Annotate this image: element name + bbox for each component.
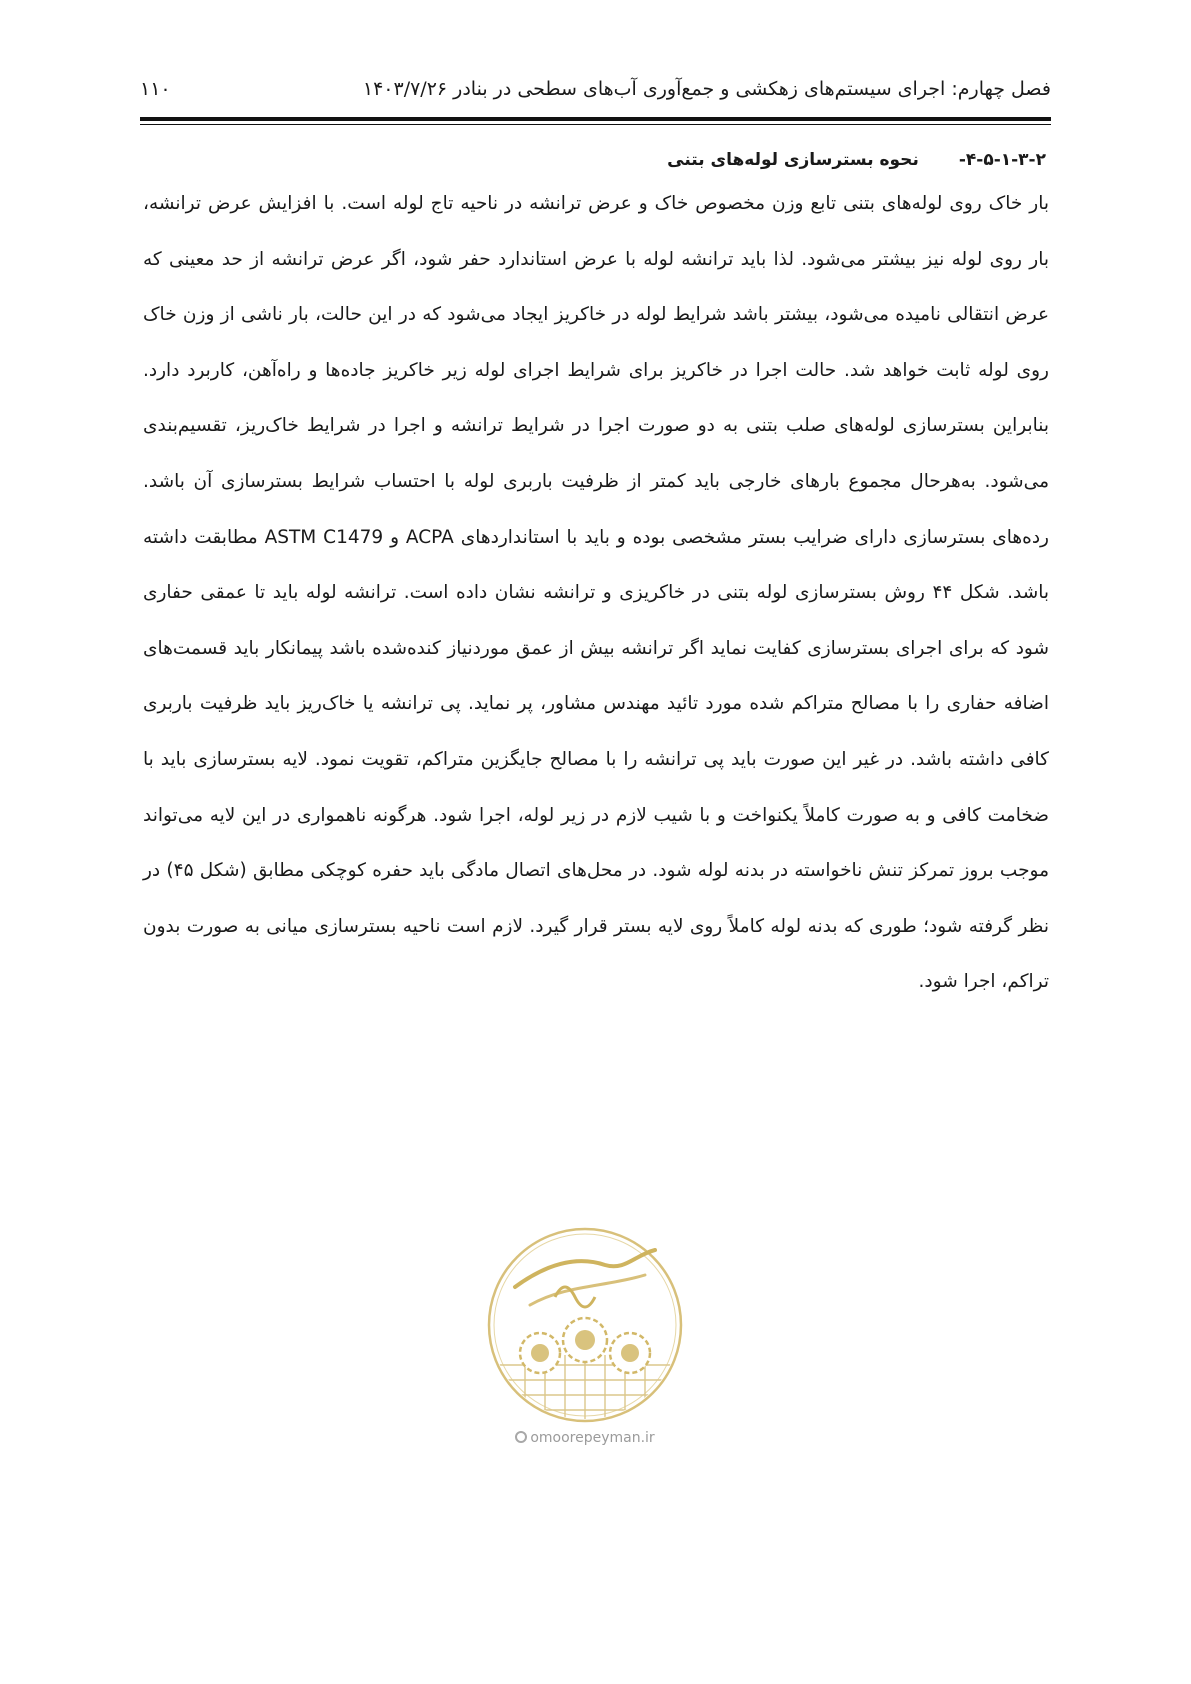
- section-number: ۴-۵-۱-۳-۲-: [958, 150, 1046, 170]
- section-title: نحوه بسترسازی لوله‌های بتنی: [667, 150, 919, 170]
- at-sign-icon: [515, 1431, 527, 1443]
- chapter-title: فصل چهارم: اجرای سیستم‌های زهکشی و جمع‌آوری آب‌های سطحی در بنادر: [453, 78, 1051, 100]
- section-heading: [140, 150, 1046, 170]
- body-paragraph: بار خاک روی لوله‌های بتنی تابع وزن مخصوص خاک و عرض ترانشه در ناحیه تاج لوله است. با افزایش عرض ترانشه، بار روی لوله نیز بیشتر می‌شود. لذا باید ترانشه لوله با عرض استاندارد حفر شود، اگر عرض ترانشه از حد معینی که عرض انتقالی نامیده می‌شود، بیشتر باشد شرایط لوله در خاکریز ایجاد می‌شود که در این حالت، بار ناشی از وزن خاک روی لوله ثابت خواهد شد. حالت اجرا در خاکریز برای شرایط اجرای لوله زیر خاکریز جاده‌ها و راه‌آهن، کاربرد دارد. بنابراین بسترسازی لوله‌های صلب بتنی به دو صورت اجرا در شرایط ترانشه و اجرا در شرایط خاک‌ریز، تقسیم‌بندی می‌شود. به‌هرحال مجموع بارهای خارجی باید کمتر از ظرفیت باربری لوله با احتساب شرایط بسترسازی آن باشد. رده‌های بسترسازی دارای ضرایب بستر مشخصی بوده و باید با استانداردهای ACPA و ASTM C1479 مطابقت داشته باشد. شکل ۴۴ روش بسترسازی لوله بتنی در خاکریزی و ترانشه نشان داده است. ترانشه لوله باید تا عمقی حفاری شود که برای اجرای بسترسازی کفایت نماید اگر ترانشه بیش از عمق موردنیاز کنده‌شده باشد پیمانکار باید قسمت‌های اضافه حفاری را با مصالح متراکم شده مورد تائید مهندس مشاور، پر نماید. پی ترانشه یا خاک‌ریز باید ظرفیت باربری کافی داشته باشد. در غیر این صورت باید پی ترانشه را با مصالح جایگزین متراکم، تقویت نمود. لایه بسترسازی باید با ضخامت کافی و به صورت کاملاً یکنواخت و با شیب لازم در زیر لوله، اجرا شود. هرگونه ناهمواری در این لایه می‌تواند موجب بروز تمرکز تنش ناخواسته در بدنه لوله شود. در محل‌های اتصال مادگی باید حفره کوچکی مطابق (شکل ۴۵) در نظر گرفته شود؛ طوری که بدنه لوله کاملاً روی لایه بستر قرار گیرد. لازم است ناحیه بسترسازی میانی به صورت بدون تراکم، اجرا شود.: [143, 193, 1049, 993]
- page-header: [140, 70, 1051, 110]
- header-rule-thin: [140, 124, 1051, 125]
- watermark-logo: [485, 1225, 685, 1425]
- watermark-url: [470, 1430, 700, 1446]
- page-number: ۱۱۰: [140, 78, 171, 100]
- site-url-text: omoorepeyman.ir: [530, 1430, 655, 1446]
- header-date: ۱۴۰۳/۷/۲۶: [362, 78, 448, 100]
- header-rule-thick: [140, 117, 1051, 121]
- header-chapter: [337, 78, 1051, 100]
